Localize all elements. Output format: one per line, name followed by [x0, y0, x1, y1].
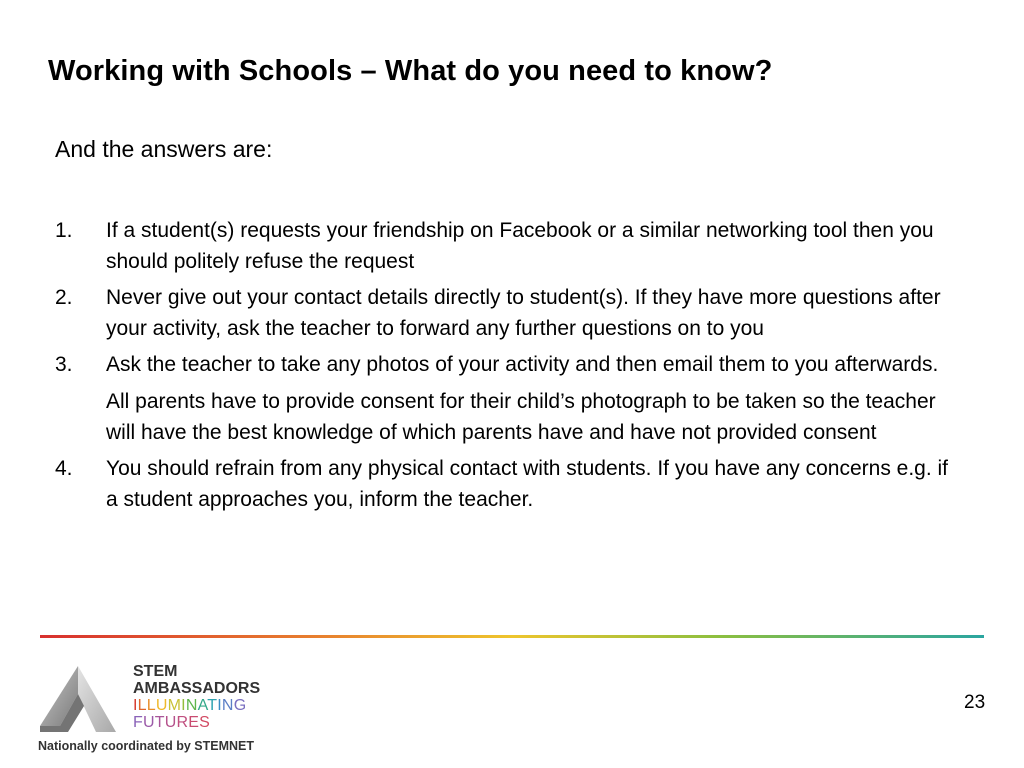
list-item-text [106, 349, 960, 448]
list-item-paragraph: All parents have to provide consent for their child’s photograph to be taken so the teacher will have the best knowledge of which parents have and have not provided consent [106, 390, 936, 444]
list-item-number: 1. [55, 219, 73, 242]
rainbow-divider [40, 635, 984, 638]
list-item-number: 3. [55, 353, 73, 376]
list-item-paragraph: If a student(s) requests your friendship on Facebook or a similar networking tool then you should politely refuse the request [106, 219, 934, 273]
list-item-text [106, 453, 960, 515]
intro-text: And the answers are: [55, 136, 273, 162]
logo-line-illuminating: ILLUMINATING [133, 697, 247, 714]
list-item-number: 2. [55, 286, 73, 309]
page-number: 23 [964, 692, 986, 713]
list-item-paragraph: Ask the teacher to take any photos of your activity and then email them to you afterwards. [106, 353, 939, 376]
list-item-paragraph: Never give out your contact details directly to student(s). If they have more questions after your activity, ask the teacher to forward any further questions on to you [106, 286, 941, 340]
slide-title: Working with Schools – What do you need to know? [48, 55, 773, 87]
list-item-paragraph: You should refrain from any physical contact with students. If you have any concerns e.g. if a student approaches you, inform the teacher. [106, 457, 949, 511]
stemnet-tagline: Nationally coordinated by STEMNET [38, 739, 254, 753]
logo-line-ambassadors: AMBASSADORS [133, 680, 261, 697]
list-item [55, 282, 960, 344]
list-item-number: 4. [55, 457, 73, 480]
list-item-text [106, 282, 960, 344]
stem-ambassadors-wordmark [133, 663, 260, 731]
logo-line-futures: FUTURES [133, 714, 211, 731]
list-item [55, 349, 960, 448]
list-item [55, 453, 960, 515]
list-item-text [106, 215, 960, 277]
numbered-list [55, 215, 960, 520]
stem-ambassadors-logo-mark [38, 664, 118, 734]
logo-line-stem: STEM [133, 663, 178, 680]
list-item [55, 215, 960, 277]
